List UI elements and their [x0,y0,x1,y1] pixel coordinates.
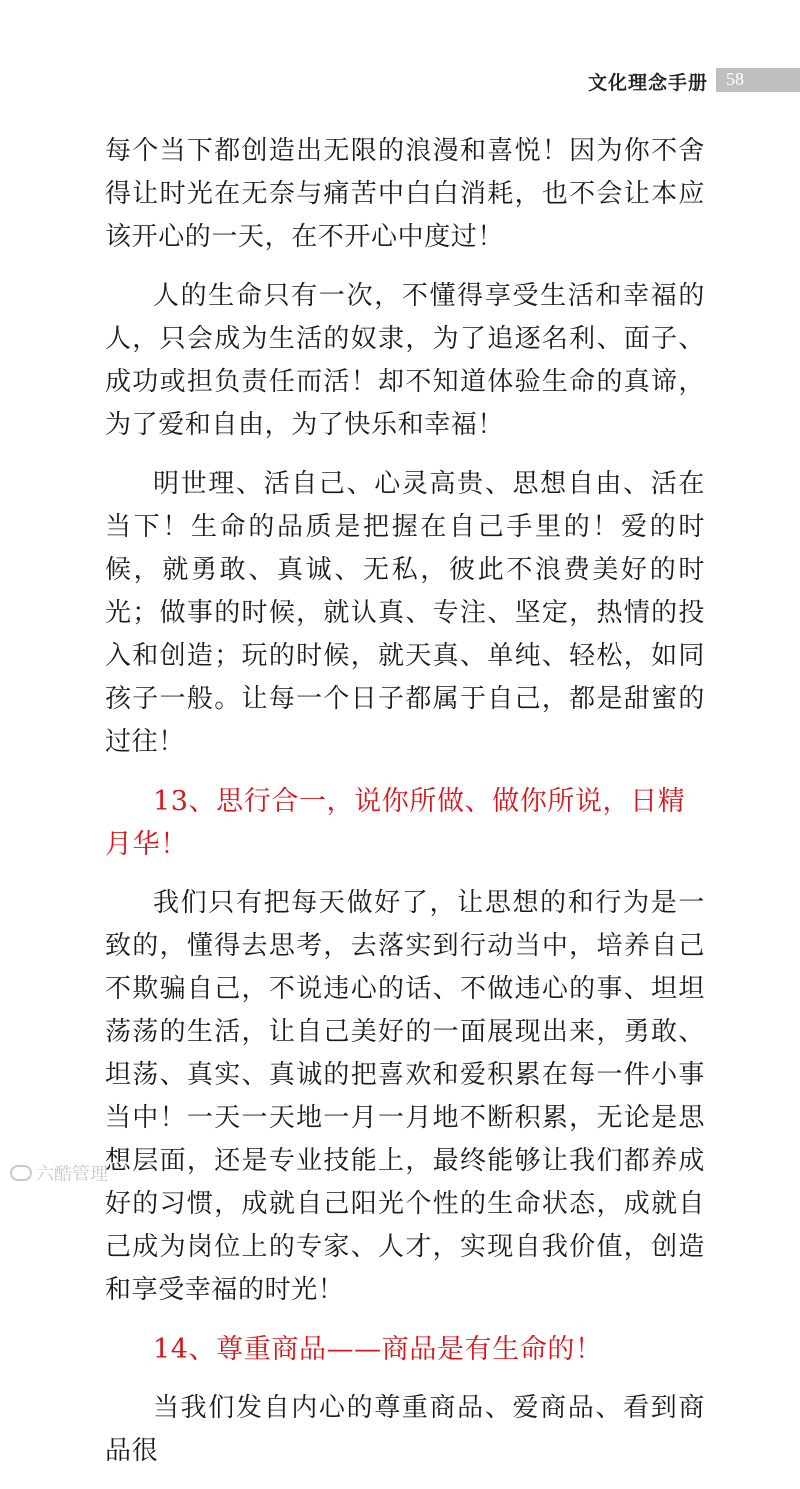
watermark [10,1160,108,1186]
page-header [0,66,800,96]
page-body [105,130,705,1489]
section-heading-14: 14、尊重商品——商品是有生命的！ [153,1334,603,1365]
book-title: 文化理念手册 [587,72,708,94]
paragraph-life-once: 人的生命只有一次，不懂得享受生活和幸福的人，只会成为生活的奴隶，为了追逐名利、面子、成功或担负责任而活！却不知道体验生命的真谛，为了爱和自由，为了快乐和幸福！ [105,281,705,440]
paragraph-continuation: 每个当下都创造出无限的浪漫和喜悦！因为你不舍得让时光在无奈与痛苦中白白消耗，也不会让本应该开心的一天，在不开心中度过！ [105,136,705,252]
watermark-logo-icon [10,1165,32,1181]
paragraph-live-in-moment: 明世理、活自己、心灵高贵、思想自由、活在当下！生命的品质是把握在自己手里的！爱的时候，就勇敢、真诚、无私，彼此不浪费美好的时光；做事的时候，就认真、专注、坚定，热情的投入和创造；玩的时候，就天真、单纯、轻松，如同孩子一般。让每一个日子都属于自己，都是甜蜜的过往！ [105,469,705,757]
paragraph-section-13: 我们只有把每天做好了，让思想的和行为是一致的，懂得去思考，去落实到行动当中，培养自己不欺骗自己，不说违心的话、不做违心的事、坦坦荡荡的生活，让自己美好的一面展现出来，勇敢、坦荡、真实、真诚的把喜欢和爱积累在每一件小事当中！一天一天地一月一月地不断积累，无论是思想层面，还是专业技能上，最终能够让我们都养成好的习惯，成就自己阳光个性的生命状态，成就自己成为岗位上的专家、人才，实现自我价值，创造和享受幸福的时光！ [105,888,705,1305]
paragraph-section-14: 当我们发自内心的尊重商品、爱商品、看到商品很 [105,1393,705,1466]
watermark-text: 六酷管理 [36,1164,108,1185]
section-heading-13: 13、思行合一，说你所做、做你所说，日精月华！ [105,786,686,860]
page-number: 58 [726,69,744,89]
page-number-bar [716,68,800,92]
